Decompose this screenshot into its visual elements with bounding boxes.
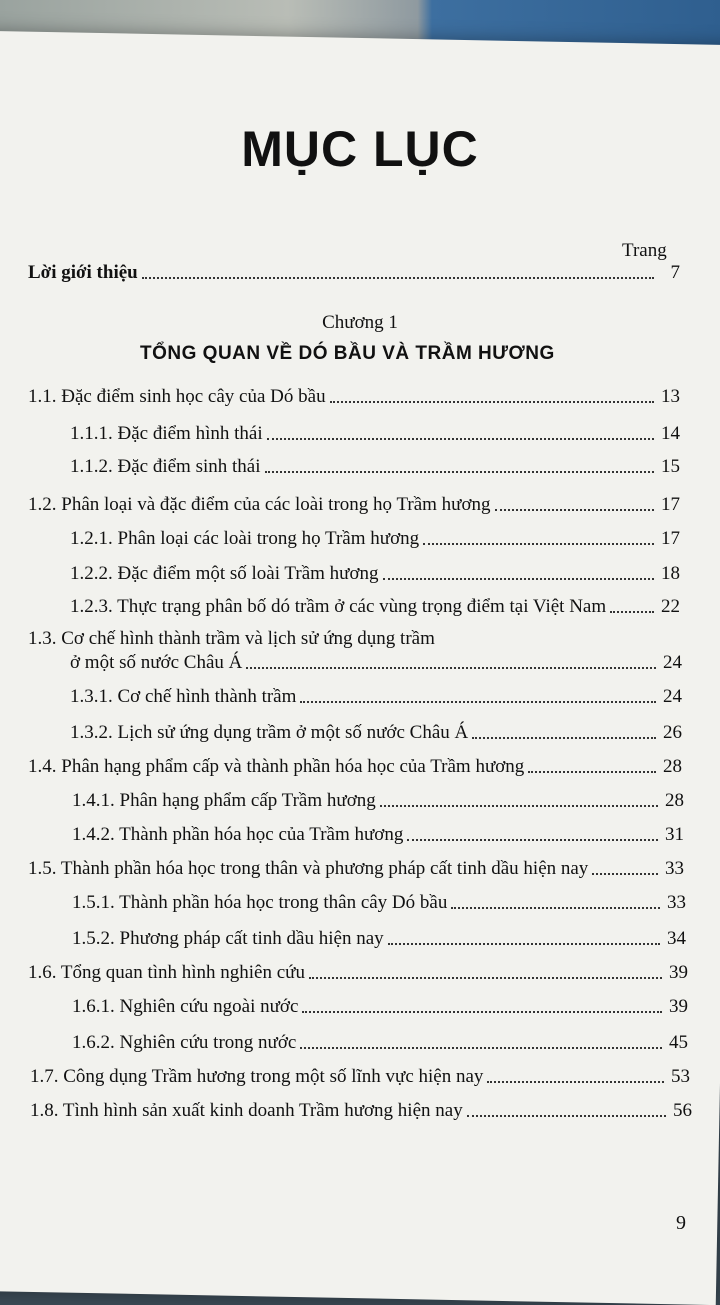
toc-entry-text: ở một số nước Châu Á [70,652,243,673]
toc-entry [28,858,684,880]
toc-entry-text: 1.4.2. Thành phần hóa học của Trầm hương [72,824,404,845]
toc-entry-text: 1.7. Công dụng Trầm hương trong một số lĩnh vực hiện nay [30,1066,484,1087]
toc-entry [70,686,682,708]
toc-entry-page: 39 [669,996,688,1017]
leader-dots [309,977,662,979]
leader-dots [472,737,656,739]
toc-entry [72,996,688,1018]
leader-dots [592,873,658,875]
toc-entry [70,563,680,585]
toc-entry [28,494,680,516]
leader-dots [610,611,654,613]
toc-entry-page: 33 [667,892,686,913]
toc-entry [70,456,680,478]
leader-dots [265,471,655,473]
toc-entry-text: Lời giới thiệu [28,262,138,283]
toc-entry [72,790,684,812]
chapter-title: TỔNG QUAN VỀ DÓ BẦU VÀ TRẦM HƯƠNG [140,343,555,364]
toc-entry-text: 1.8. Tình hình sản xuất kinh doanh Trầm hương hiện nay [30,1100,463,1121]
toc-entry-page: 17 [661,494,680,515]
toc-entry [72,892,686,914]
toc-entry-page: 13 [661,386,680,407]
leader-dots [451,907,660,909]
leader-dots [388,943,660,945]
toc-entry-page: 28 [665,790,684,811]
leader-dots [528,771,656,773]
toc-entry-page: 53 [671,1066,690,1087]
leader-dots [383,578,655,580]
leader-dots [300,1047,662,1049]
toc-entry-page: 26 [663,722,682,743]
toc-entry-text: 1.1. Đặc điểm sinh học cây của Dó bầu [28,386,326,407]
toc-entry-text: 1.4. Phân hạng phẩm cấp và thành phần hóa học của Trầm hương [28,756,525,777]
toc-entry-page: 7 [670,262,680,283]
toc-entry-text: 1.2.2. Đặc điểm một số loài Trầm hương [70,563,379,584]
toc-entry-page: 24 [663,686,682,707]
page-column-label: Trang [622,240,667,261]
toc-entry [70,652,682,674]
toc-entry-text: 1.5. Thành phần hóa học trong thân và phương pháp cất tinh dầu hiện nay [28,858,589,879]
toc-entry [72,1032,688,1054]
toc-entry-page: 28 [663,756,682,777]
page-number: 9 [676,1212,686,1234]
leader-dots [300,701,656,703]
toc-entry-page: 14 [661,423,680,444]
leader-dots [467,1115,666,1117]
toc-entry [70,528,680,550]
toc-entry-text: 1.6.2. Nghiên cứu trong nước [72,1032,297,1053]
toc-entry-page: 15 [661,456,680,477]
toc-entry-text: 1.1.2. Đặc điểm sinh thái [70,456,261,477]
leader-dots [407,839,658,841]
leader-dots [246,667,656,669]
leader-dots [487,1081,664,1083]
toc-entry [70,722,682,744]
leader-dots [495,509,654,511]
toc-entry-text: 1.6. Tổng quan tình hình nghiên cứu [28,962,305,983]
toc-entry-page: 39 [669,962,688,983]
toc-entry [30,1066,690,1088]
toc-entry [28,386,680,408]
toc-entry-text: 1.6.1. Nghiên cứu ngoài nước [72,996,299,1017]
toc-entry [70,596,680,618]
toc-entry-page: 22 [661,596,680,617]
toc-entry-page: 56 [673,1100,692,1121]
leader-dots [330,401,654,403]
toc-entry [72,824,684,846]
toc-entry-text: 1.4.1. Phân hạng phẩm cấp Trầm hương [72,790,376,811]
toc-entry [70,423,680,445]
toc-entry-text: 1.2.3. Thực trạng phân bố dó trầm ở các vùng trọng điểm tại Việt Nam [70,596,607,617]
toc-entry-text: 1.2. Phân loại và đặc điểm của các loài trong họ Trầm hương [28,494,491,515]
leader-dots [142,277,654,279]
toc-entry [30,1100,692,1122]
toc-entry-text: 1.3.2. Lịch sử ứng dụng trầm ở một số nước Châu Á [70,722,469,743]
toc-entry [72,928,686,950]
chapter-label: Chương 1 [322,312,398,333]
toc-entry-page: 34 [667,928,686,949]
toc-entry [28,962,688,984]
toc-entry-page: 17 [661,528,680,549]
toc-entry-text: 1.1.1. Đặc điểm hình thái [70,423,263,444]
toc-entry-intro [28,262,680,284]
toc-entry-text: 1.3.1. Cơ chế hình thành trầm [70,686,297,707]
leader-dots [267,438,654,440]
toc-entry [28,756,682,778]
leader-dots [423,543,654,545]
toc-entry-text: 1.5.1. Thành phần hóa học trong thân cây Dó bầu [72,892,448,913]
leader-dots [380,805,658,807]
toc-entry-text: 1.2.1. Phân loại các loài trong họ Trầm hương [70,528,420,549]
toc-entry-text: 1.5.2. Phương pháp cất tinh dầu hiện nay [72,928,384,949]
toc-entry-page: 18 [661,563,680,584]
toc-entry-text-line1: 1.3. Cơ chế hình thành trầm và lịch sử ứng dụng trầm [28,628,435,649]
toc-entry-page: 24 [663,652,682,673]
toc-entry-page: 45 [669,1032,688,1053]
page-title: MỤC LỤC [241,121,479,177]
leader-dots [302,1011,662,1013]
toc-entry-page: 31 [665,824,684,845]
toc-entry-page: 33 [665,858,684,879]
